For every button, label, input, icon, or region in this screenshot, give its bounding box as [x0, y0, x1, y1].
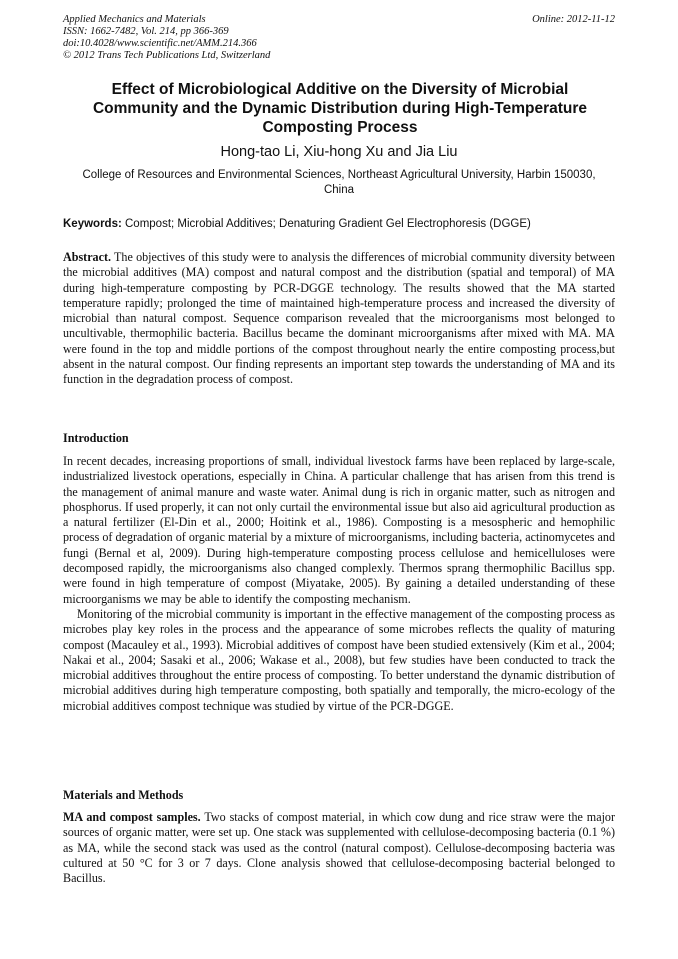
methods-heading: Materials and Methods [63, 788, 184, 802]
doi-line: doi:10.4028/www.scientific.net/AMM.214.366 [63, 38, 257, 49]
paper-title: Effect of Microbiological Additive on the Diversity of Microbial Community and the Dynamic Distribution during High-Temperature Composting Process [92, 81, 588, 136]
introduction-paragraph-2: Monitoring of the microbial community is important in the effective management of the composting process as microbes play key roles in the process and the appearance of some microbes reflects the quality of maturing compost (Macauley et al., 1993). Microbial additives of compost have been studied extensively (Kim et al., 2004; Nakai et al., 2004; Sasaki et al., 2006; Wakase et al., 2008), but few studies have been conducted to track the microbial additives throughout the entire process of composting. To better understand the dynamic distribution of microbial additives during high temperature composting, both spatially and temporally, the micro-ecology of the microbial additives compost technique was studied by virtue of the PCR-DGGE. [63, 606, 615, 713]
journal-header [63, 14, 615, 62]
keywords-label: Keywords: [63, 218, 122, 230]
keywords [63, 217, 615, 232]
journal-name: Applied Mechanics and Materials [63, 14, 206, 25]
copyright-line: © 2012 Trans Tech Publications Ltd, Switzerland [63, 50, 271, 61]
issn-line: ISSN: 1662-7482, Vol. 214, pp 366-369 [63, 26, 229, 37]
keywords-text: Compost; Microbial Additives; Denaturing Gradient Gel Electrophoresis (DGGE) [125, 218, 531, 230]
affiliation: College of Resources and Environmental Sciences, Northeast Agricultural University, Harbin 150030, China [82, 169, 596, 196]
methods-text: Two stacks of compost material, in which cow dung and rice straw were the major sources of organic matter, were set up. One stack was supplemented with cellulose-decomposing bacteria (0.1 %) as MA, while the second stack was used as the control (natural compost). Cellulose-decomposing bacteria was cultured at 50 °C for 3 or 7 days. Clone analysis showed that cellulose-decomposing bacterial belonged to Bacillus. [63, 810, 615, 886]
abstract [63, 250, 615, 388]
abstract-text: The objectives of this study were to analysis the differences of microbial community diversity between the microbial additives (MA) compost and natural compost and the distribution (spatial and temporal) of MA during high-temperature composting by PCR-DGGE technology. The results showed that the MA started temperature rapidly; prolonged the time of maintained high-temperature process and increased the diversity of microbial than natural compost. Sequence comparison revealed that the microorganisms most belonged to uncultivable, thermophilic bacteria. Bacillus became the dominant microorganisms after mixed with MA. MA were found in the top and middle portions of the compost throughout nearly the entire composting process,but absent in the natural compost. Our finding represents an important step towards the understanding of MA and its function in the degradation process of compost. [63, 250, 616, 387]
abstract-label: Abstract. [63, 250, 112, 264]
introduction-paragraph-1: In recent decades, increasing proportions of small, individual livestock farms have been replaced by large-scale, industrialized livestock operations, especially in China. A particular challenge that has arisen from this trend is the management of animal manure and waste water. Animal dung is rich in organic matter, such as nitrogen and phosphorus. If used properly, it can not only curtail the environmental issue but also aid agricultural production as a natural fertilizer (El-Din et al., 2000; Hoitink et al., 1986). Composting is a mesospheric and hemophilic process of degradation of organic material by a mixture of microorganisms, including bacteria, actinomycetes and fungi (Bernal et al, 2009). During high-temperature composting process cellulose and hemicelluloses were decomposed rapidly, the microorganisms also changed complexly. Thermos sprang thermophilic Bacillus spp. were found in high temperature of compost (Miyatake, 2005). By gaining a detailed understanding of these microorganisms we may be able to identify the composting mechanism. [63, 454, 615, 606]
introduction-heading: Introduction [63, 431, 129, 445]
methods-section [63, 810, 615, 886]
online-date: Online: 2012-11-12 [532, 14, 615, 25]
methods-subheading: MA and compost samples. [63, 810, 201, 824]
introduction-section [63, 454, 615, 714]
author-list: Hong-tao Li, Xiu-hong Xu and Jia Liu [220, 144, 458, 160]
